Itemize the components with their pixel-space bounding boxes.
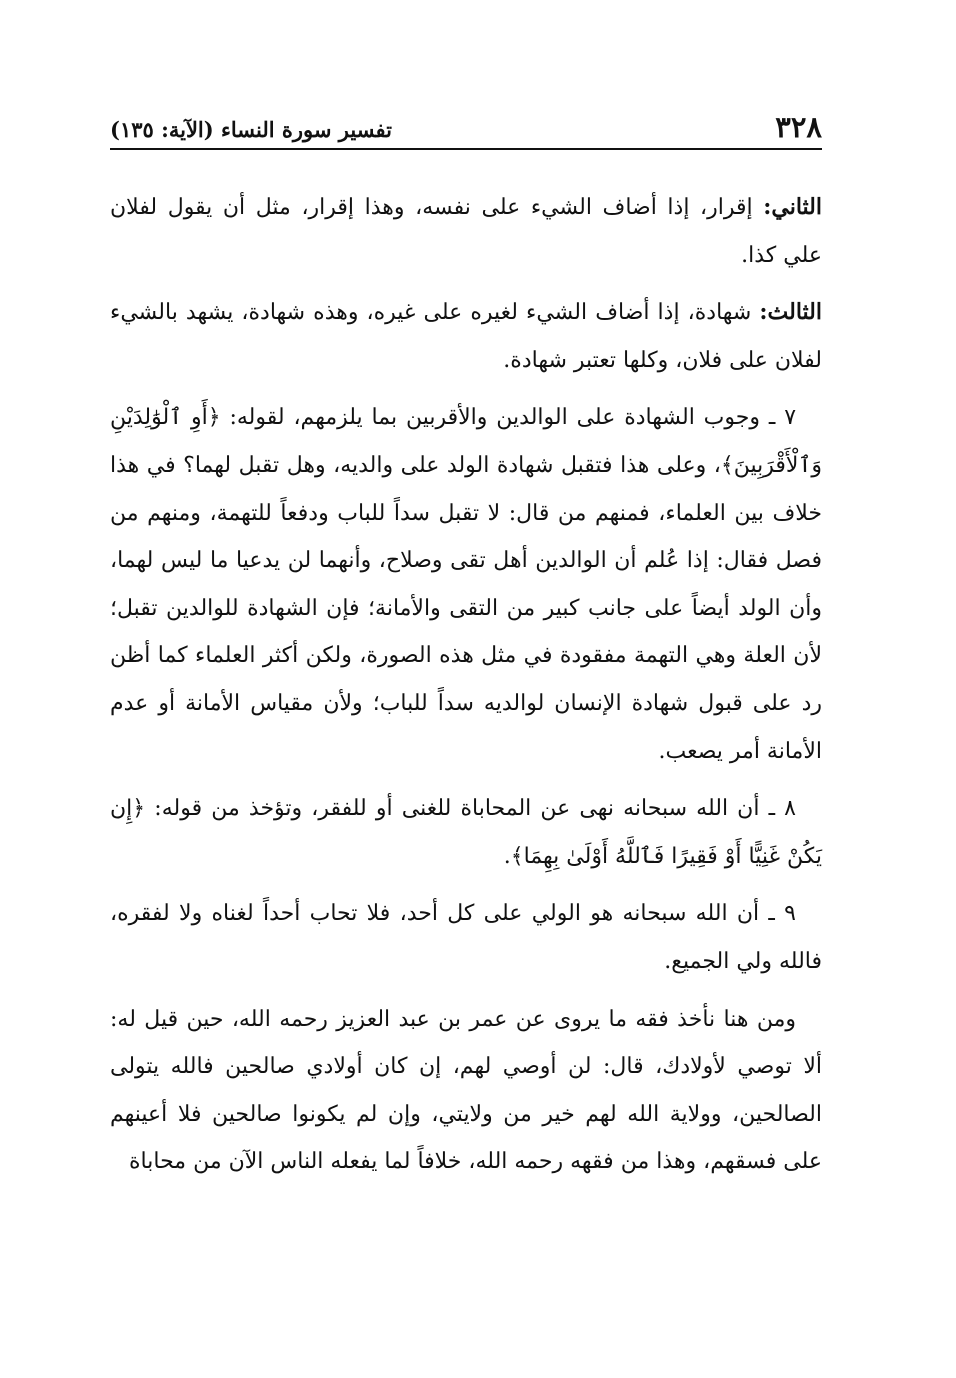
paragraph-point-9: [110, 890, 822, 985]
quran-verse: ﴿إِن يَكُنْ غَنِيًّا أَوْ فَقِيرًا فَٱللَّهُ أَوْلَىٰ بِهِمَا﴾: [110, 796, 822, 869]
body-text: [110, 184, 822, 1186]
paragraph-third: [110, 289, 822, 384]
paragraph-text: ٧ ـ وجوب الشهادة على الوالدين والأقربين بما يلزمهم، لقوله:: [220, 405, 797, 431]
paragraph-text: إقرار، إذا أضاف الشيء على نفسه، وهذا إقرار، مثل أن يقول لفلان علي كذا.: [110, 195, 822, 268]
paragraph-point-7: [110, 394, 822, 775]
paragraph-lead: الثاني:: [763, 194, 822, 220]
running-header: [110, 104, 822, 150]
paragraph-text: ٩ ـ أن الله سبحانه هو الولي على كل أحد، فلا تحاب أحداً لغناه ولا لفقره، فالله ولي الجميع.: [110, 901, 822, 974]
paragraph-text: ، وعلى هذا فتقبل شهادة الولد على والديه، وهل تقبل لهما؟ في هذا خلاف بين العلماء، فمنهم من قال: لا تقبل سداً للباب ودفعاً للتهمة، ومنهم من فصل فقال: إذا عُلم أن الوالدين أهل تقى وصلاح، وأنهما لن يدعيا ما ليس لهما، وأن الولد أيضاً على جانب كبير من التقى والأمانة؛ فإن الشهادة للوالدين تقبل؛ لأن العلة وهي التهمة مفقودة في مثل هذه الصورة، ولكن أكثر العلماء كما أظن رد على قبول شهادة الإنسان لوالديه سداً للباب؛ ولأن مقياس الأمانة أو عدم الأمانة أمر يصعب.: [110, 452, 822, 764]
paragraph-point-8: [110, 785, 822, 880]
paragraph-text: ٨ ـ أن الله سبحانه نهى عن المحاباة للغنى أو للفقر، وتؤخذ من قوله:: [145, 796, 796, 822]
paragraph-text: .: [503, 843, 511, 869]
header-title: تفسير سورة النساء (الآية: ١٣٥): [110, 117, 392, 142]
paragraph-umar-story: [110, 996, 822, 1186]
paragraph-text: شهادة، إذا أضاف الشيء لغيره على غيره، وهذه شهادة، يشهد بالشيء لفلان على فلان، وكلها تعتبر شهادة.: [110, 300, 822, 373]
paragraph-second: [110, 184, 822, 279]
quran-verse: ﴿أَوِ ٱلْوَٰلِدَيْنِ وَٱلْأَقْرَبِينَ﴾: [110, 405, 822, 478]
paragraph-text: ومن هنا نأخذ فقه ما يروى عن عمر بن عبد العزيز رحمه الله، حين قيل له: ألا توصي لأولادك، قال: لن أوصي لهم، إن كان أولادي صالحين فالله يتولى الصالحين، وولاية الله لهم خير من ولايتي، وإن لم يكونوا صالحين فلا أعينهم على فسقهم، وهذا من فقهه رحمه الله، خلافاً لما يفعله الناس الآن من محاباة: [110, 1006, 822, 1175]
page-number: ٣٢٨: [775, 110, 822, 144]
paragraph-lead: الثالث:: [759, 299, 822, 326]
